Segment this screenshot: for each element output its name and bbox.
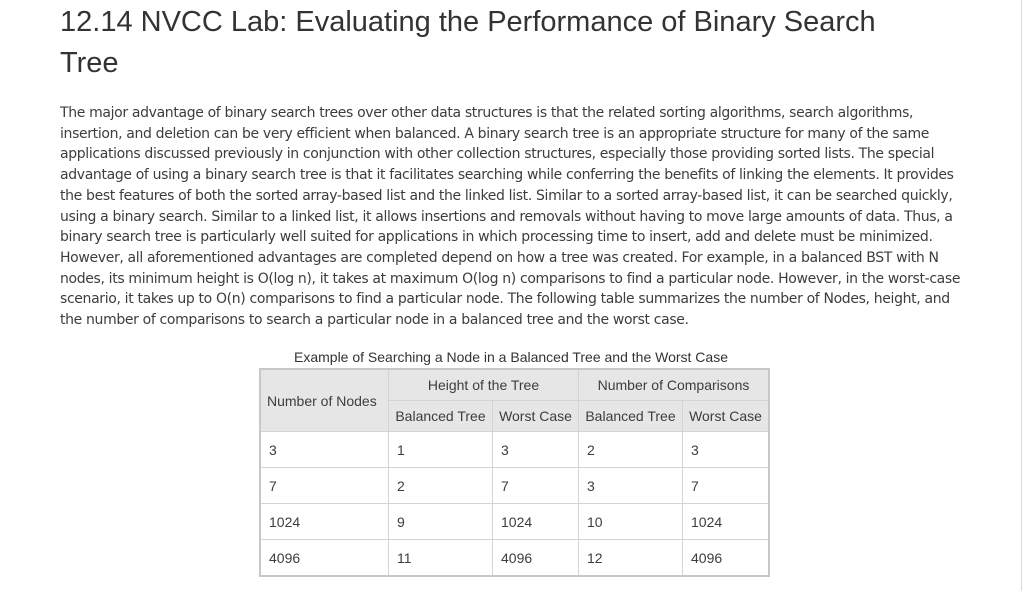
cell-height-balanced: 1 — [389, 432, 493, 468]
table-row — [260, 468, 769, 504]
cell-height-worst: 4096 — [493, 540, 579, 577]
table-row — [260, 504, 769, 540]
table-row — [260, 432, 769, 468]
cell-comparisons-balanced: 10 — [579, 504, 683, 540]
page-title: 12.14 NVCC Lab: Evaluating the Performance of Binary Search Tree — [60, 6, 876, 79]
bst-comparison-table — [259, 368, 770, 577]
cell-height-worst: 7 — [493, 468, 579, 504]
cell-comparisons-balanced: 2 — [579, 432, 683, 468]
intro-paragraph: The major advantage of binary search trees over other data structures is that the related sorting algorithms, search algorithms, insertion, and deletion can be very efficient when balanced. A binary search tree is an appropriate structure for many of the same applications discussed previously in conjunction with other collection structures, especially those providing sorted lists. The special advantage of using a binary search tree is that it facilitates searching while conferring the benefits of linking the elements. It provides the best features of both the sorted array-based list and the linked list. Similar to a sorted array-based list, it can be searched quickly, using a binary search. Similar to a linked list, it allows insertions and removals without having to move large amounts of data. Thus, a binary search tree is particularly well suited for applications in which processing time to insert, add and delete must be minimized. However, all aforementioned advantages are completed depend on how a tree was created. For example, in a balanced BST with N nodes, its minimum height is O(log n), it takes at maximum O(log n) comparisons to find a particular node. However, in the worst-case scenario, it takes up to O(n) comparisons to find a particular node. The following table summarizes the number of Nodes, height, and the number of comparisons to search a particular node in a balanced tree and the worst case. — [60, 105, 961, 329]
table-caption: Example of Searching a Node in a Balanced Tree and the Worst Case — [294, 349, 728, 365]
subheader-height-worst: Worst Case — [493, 401, 579, 432]
header-number-of-comparisons: Number of Comparisons — [579, 369, 770, 401]
cell-comparisons-balanced: 3 — [579, 468, 683, 504]
subheader-comparisons-balanced: Balanced Tree — [579, 401, 683, 432]
cell-height-worst: 3 — [493, 432, 579, 468]
cell-nodes: 3 — [260, 432, 389, 468]
cell-nodes: 7 — [260, 468, 389, 504]
cell-comparisons-worst: 1024 — [683, 504, 770, 540]
cell-comparisons-balanced: 12 — [579, 540, 683, 577]
subheader-height-balanced: Balanced Tree — [389, 401, 493, 432]
cell-height-balanced: 11 — [389, 540, 493, 577]
header-height-of-tree: Height of the Tree — [389, 369, 579, 401]
table-row — [260, 540, 769, 577]
page-edge-divider — [1021, 0, 1022, 591]
cell-comparisons-worst: 7 — [683, 468, 770, 504]
subheader-comparisons-worst: Worst Case — [683, 401, 770, 432]
cell-height-balanced: 9 — [389, 504, 493, 540]
cell-height-balanced: 2 — [389, 468, 493, 504]
cell-comparisons-worst: 3 — [683, 432, 770, 468]
cell-nodes: 1024 — [260, 504, 389, 540]
cell-comparisons-worst: 4096 — [683, 540, 770, 577]
cell-nodes: 4096 — [260, 540, 389, 577]
header-number-of-nodes: Number of Nodes — [260, 369, 389, 432]
cell-height-worst: 1024 — [493, 504, 579, 540]
